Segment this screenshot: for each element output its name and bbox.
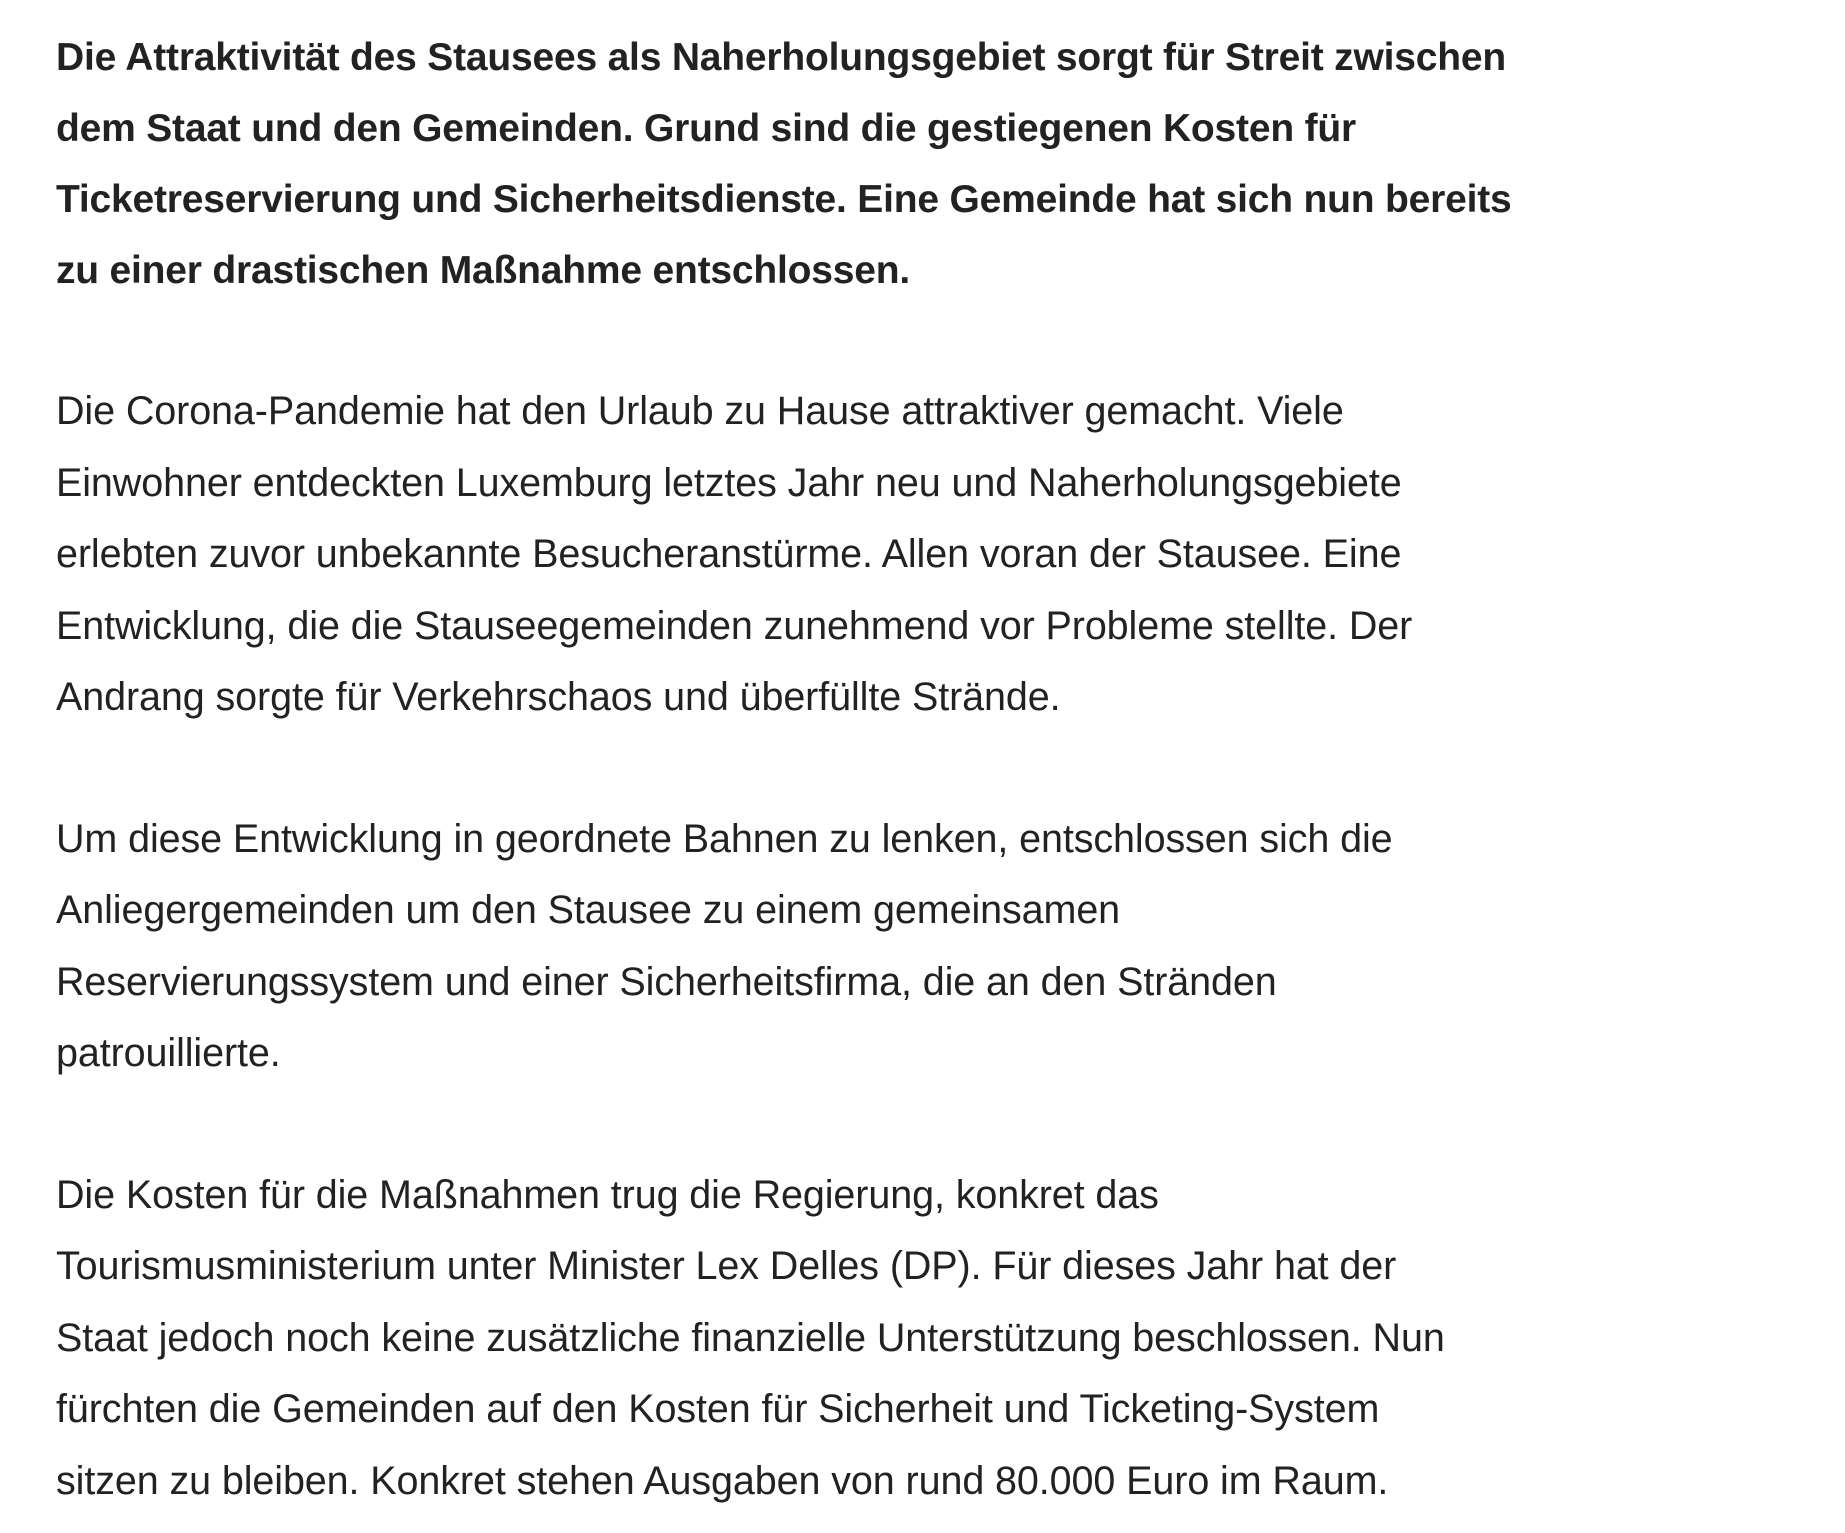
paragraph-line: fürchten die Gemeinden auf den Kosten für Sicherheit und Ticketing-System xyxy=(56,1387,1380,1431)
article-paragraph-2 xyxy=(56,804,1796,1090)
paragraph-line: Entwicklung, die die Stauseegemeinden zunehmend vor Probleme stellte. Der xyxy=(56,603,1413,648)
lead-line: zu einer drastischen Maßnahme entschlossen. xyxy=(56,249,910,292)
paragraph-line: Tourismusministerium unter Minister Lex Delles (DP). Für dieses Jahr hat der xyxy=(56,1244,1397,1288)
paragraph-line: Die Corona-Pandemie hat den Urlaub zu Hause attraktiver gemacht. Viele xyxy=(56,389,1344,433)
article-paragraph-1 xyxy=(56,376,1796,734)
paragraph-line: Andrang sorgte für Verkehrschaos und überfüllte Strände. xyxy=(56,675,1061,719)
paragraph-line: patrouillierte. xyxy=(56,1031,281,1075)
article-paragraph-3 xyxy=(56,1160,1796,1518)
article-lead xyxy=(56,22,1796,306)
paragraph-line: sitzen zu bleiben. Konkret stehen Ausgaben von rund 80.000 Euro im Raum. xyxy=(56,1458,1389,1503)
paragraph-line: Staat jedoch noch keine zusätzliche finanzielle Unterstützung beschlossen. Nun xyxy=(56,1315,1445,1360)
paragraph-line: erlebten zuvor unbekannte Besucheranstürme. Allen voran der Stausee. Eine xyxy=(56,532,1402,576)
paragraph-line: Einwohner entdeckten Luxemburg letztes Jahr neu und Naherholungsgebiete xyxy=(56,460,1402,505)
lead-line: dem Staat und den Gemeinden. Grund sind die gestiegenen Kosten für xyxy=(56,107,1356,150)
paragraph-line: Anliegergemeinden um den Stausee zu einem gemeinsamen xyxy=(56,888,1121,932)
paragraph-line: Die Kosten für die Maßnahmen trug die Regierung, konkret das xyxy=(56,1172,1159,1217)
lead-line: Ticketreservierung und Sicherheitsdienste. Eine Gemeinde hat sich nun bereits xyxy=(56,178,1512,221)
paragraph-line: Um diese Entwicklung in geordnete Bahnen zu lenken, entschlossen sich die xyxy=(56,816,1393,861)
article-body xyxy=(56,22,1796,1517)
lead-line: Die Attraktivität des Stausees als Naherholungsgebiet sorgt für Streit zwischen xyxy=(56,36,1506,79)
paragraph-line: Reservierungssystem und einer Sicherheitsfirma, die an den Stränden xyxy=(56,959,1277,1004)
